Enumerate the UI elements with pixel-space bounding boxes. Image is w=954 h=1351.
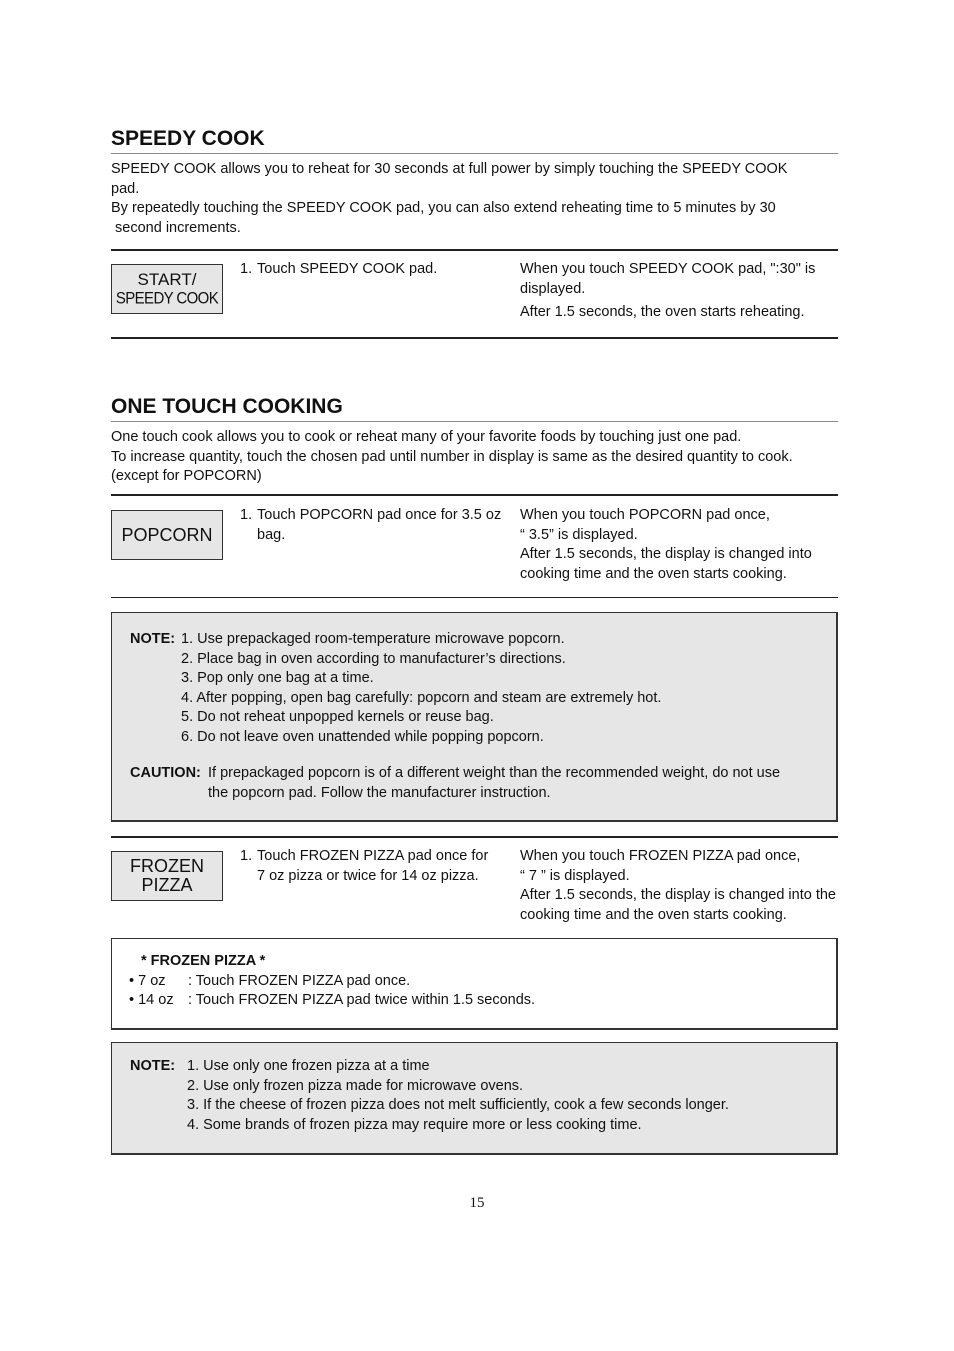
step-text: Touch POPCORN pad once for 3.5 oz bag. <box>257 507 502 543</box>
note-label: NOTE: <box>130 1058 176 1074</box>
divider <box>111 249 838 251</box>
intro-line: pad. <box>111 180 140 197</box>
divider <box>111 494 838 496</box>
popcorn-pad <box>111 510 223 560</box>
intro-line: By repeatedly touching the SPEEDY COOK pad, you can also extend reheating time to 5 minutes by 30 <box>111 200 776 216</box>
note-item: 6. Do not leave oven unattended while popping popcorn. <box>181 728 544 745</box>
speedy-cook-heading: SPEEDY COOK <box>111 127 265 150</box>
speedy-cook-result <box>520 260 836 323</box>
pad-label: FROZEN <box>130 856 204 876</box>
pad-label: PIZZA <box>141 875 193 895</box>
speedy-cook-pad <box>111 264 223 314</box>
result-text: After 1.5 seconds, the display is changed into cooking time and the oven starts cooking. <box>520 546 812 582</box>
note-label: NOTE: <box>130 631 176 647</box>
note-item: 2. Use only frozen pizza made for microwave ovens. <box>187 1077 524 1094</box>
result-text: When you touch SPEEDY COOK pad, ":30" is displayed. <box>520 261 816 297</box>
note-list <box>181 630 661 747</box>
pad-label: START/ <box>137 270 197 289</box>
intro-line: (except for POPCORN) <box>111 468 262 484</box>
divider <box>111 337 838 339</box>
divider <box>111 153 838 154</box>
result-text: When you touch POPCORN pad once, <box>520 507 770 523</box>
popcorn-result <box>520 506 830 584</box>
result-text: “ 3.5” is displayed. <box>520 526 638 543</box>
frozen-pizza-result <box>520 847 838 925</box>
frozen-pizza-pad <box>111 851 223 901</box>
action-cell: : Touch FROZEN PIZZA pad twice within 1.5 seconds. <box>188 992 536 1008</box>
speedy-cook-intro <box>111 160 851 238</box>
action-cell: : Touch FROZEN PIZZA pad once. <box>188 973 411 989</box>
caution-text: If prepackaged popcorn is of a different weight than the recommended weight, do not use <box>208 765 781 781</box>
note-list <box>187 1057 729 1135</box>
result-text: When you touch FROZEN PIZZA pad once, <box>520 848 801 864</box>
pizza-note-box <box>111 1042 838 1155</box>
divider <box>111 597 838 598</box>
frozen-pizza-step <box>240 847 490 886</box>
size-cell: • 7 oz <box>129 973 166 989</box>
step-text: Touch FROZEN PIZZA pad once for 7 oz pizza or twice for 14 oz pizza. <box>257 848 489 884</box>
intro-line: To increase quantity, touch the chosen pad until number in display is same as the desired quantity to cook. <box>111 448 793 465</box>
step-text: Touch SPEEDY COOK pad. <box>257 261 438 277</box>
note-item: 1. Use only one frozen pizza at a time <box>187 1058 430 1074</box>
page-number: 15 <box>469 1195 485 1211</box>
note-item: 3. If the cheese of frozen pizza does not melt sufficiently, cook a few seconds longer. <box>187 1097 729 1113</box>
popcorn-step <box>240 506 502 545</box>
result-text: “ 7 ” is displayed. <box>520 867 630 884</box>
frozen-pizza-table <box>111 938 838 1030</box>
step-number: 1. <box>240 848 253 864</box>
result-text: After 1.5 seconds, the display is changed into the cooking time and the oven starts cooking. <box>520 887 836 923</box>
intro-line: second increments. <box>111 219 241 236</box>
intro-line: SPEEDY COOK allows you to reheat for 30 seconds at full power by simply touching the SPEEDY COOK <box>111 161 788 177</box>
note-item: 4. Some brands of frozen pizza may require more or less cooking time. <box>187 1116 642 1133</box>
step-number: 1. <box>240 507 253 523</box>
one-touch-heading: ONE TOUCH COOKING <box>111 395 343 418</box>
result-text: After 1.5 seconds, the oven starts reheating. <box>520 304 805 320</box>
divider <box>111 836 838 838</box>
size-cell: • 14 oz <box>129 992 174 1008</box>
one-touch-intro <box>111 428 851 487</box>
note-item: 5. Do not reheat unpopped kernels or reuse bag. <box>181 709 494 725</box>
note-item: 2. Place bag in oven according to manufacturer’s directions. <box>181 650 566 667</box>
caution-text: the popcorn pad. Follow the manufacturer instruction. <box>208 785 551 801</box>
pad-label: POPCORN <box>121 524 213 545</box>
caution-label: CAUTION: <box>130 765 201 781</box>
popcorn-note-box <box>111 612 838 822</box>
note-item: 3. Pop only one bag at a time. <box>181 670 374 686</box>
note-item: 4. After popping, open bag carefully: popcorn and steam are extremely hot. <box>181 689 662 706</box>
intro-line: One touch cook allows you to cook or reheat many of your favorite foods by touching just one pad. <box>111 429 742 445</box>
note-item: 1. Use prepackaged room-temperature microwave popcorn. <box>181 631 565 647</box>
pad-label: SPEEDY COOK <box>115 288 219 309</box>
divider <box>111 421 838 422</box>
table-title: * FROZEN PIZZA * <box>141 953 266 969</box>
speedy-cook-step <box>240 260 502 280</box>
step-number: 1. <box>240 261 253 277</box>
